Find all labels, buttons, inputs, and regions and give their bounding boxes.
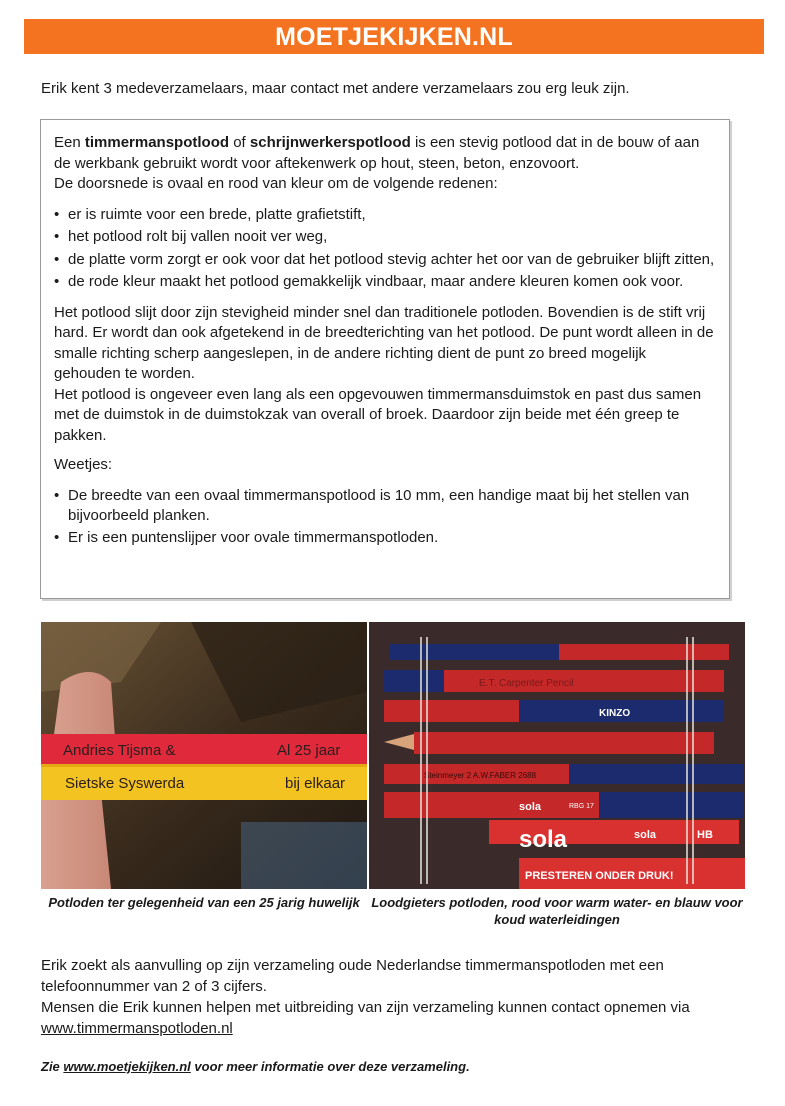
pencil-inscription: Sietske Syswerda	[65, 775, 185, 792]
term-timmermanspotlood: timmermanspotlood	[84, 134, 230, 151]
search-request-text: Erik zoekt als aanvulling op zijn verzameling oude Nederlandse timmermanspotloden met een telefoonnummer van 2 of 3 cijfers.	[41, 957, 664, 995]
pencil-inscription: HB	[697, 829, 713, 841]
pencil-inscription: PRESTEREN ONDER DRUK!	[525, 870, 674, 882]
timmermanspotloden-link[interactable]: www.timmermanspotloden.nl	[41, 1020, 233, 1037]
pencil-inscription: Steinmeyer 2 A.W.FABER 2688	[424, 771, 537, 780]
info-box	[40, 119, 730, 599]
pencil-inscription: bij elkaar	[285, 775, 346, 792]
pencil-inscription: Andries Tijsma &	[63, 742, 176, 759]
list-item: • het potlood rolt bij vallen nooit ver weg,	[54, 227, 715, 248]
pencil-inscription: KINZO	[599, 708, 631, 719]
plumber-pencils-caption: Loodgieters potloden, rood voor warm water- en blauw voor koud waterleidingen	[371, 895, 743, 927]
site-banner	[24, 19, 764, 54]
pencil-inscription: sola	[519, 801, 542, 813]
pencil-inscription: Al 25 jaar	[277, 742, 341, 759]
footer-note: Zie www.moetjekijken.nl voor meer informatie over deze verzameling.	[41, 1059, 470, 1074]
list-item: • De breedte van een ovaal timmermanspotlood is 10 mm, een handige maat bij het stellen van bijvoorbeeld planken.	[54, 486, 715, 527]
list-item: • de rode kleur maakt het potlood gemakkelijk vindbaar, maar andere kleuren komen ook voor.	[54, 272, 715, 293]
pencil-inscription: E.T. Carpenter Pencil	[479, 678, 574, 689]
contact-sentence: Mensen die Erik kunnen helpen met uitbreiding van zijn verzameling kunnen contact opnemen via	[41, 999, 690, 1016]
length-paragraph: Het potlood is ongeveer even lang als een opgevouwen timmermansduimstok en past dus samen met de duimstok in de duimstokzak van overall of broek. Daardoor zijn beide met één greep te pakken.	[54, 385, 702, 444]
wear-paragraph: Het potlood slijt door zijn stevigheid minder snel dan traditionele potloden. Bovendien is de stift vrij hard. Er wordt dan ook afgetekend in de breedterichting van het potlood. De punt wordt alleen in de smalle richting scherp aangeslepen, in de andere richting dient de punt zo breed mogelijk gehouden te worden.	[54, 303, 714, 382]
list-item: • er is ruimte voor een brede, platte grafietstift,	[54, 205, 715, 226]
wedding-pencils-image	[41, 622, 367, 889]
term-schrijnwerkerspotlood: schrijnwerkerspotlood	[249, 134, 411, 151]
weetjes-list	[54, 486, 715, 549]
reasons-list	[54, 205, 715, 293]
pencil-inscription: sola	[634, 829, 657, 841]
plumber-pencils-image	[369, 622, 745, 889]
definition-paragraph: Een timmermanspotlood of schrijnwerkerspotlood is een stevig potlood dat in de bouw of aan de werkbank gebruikt wordt voor aftekenwerk op hout, steen, beton, enzovoort. De doorsnede is ovaal en rood van kleur om de volgende redenen:	[54, 134, 700, 192]
plumber-pencils-photo	[369, 622, 745, 889]
site-title: MOETJEKIJKEN.NL	[275, 23, 513, 51]
list-item: • Er is een puntenslijper voor ovale timmermanspotloden.	[54, 528, 715, 549]
pencil-inscription: RBG 17	[569, 803, 594, 810]
list-item: • de platte vorm zorgt er ook voor dat het potlood stevig achter het oor van de gebruiker blijft zitten,	[54, 250, 715, 271]
moetjekijken-link[interactable]: www.moetjekijken.nl	[63, 1059, 191, 1074]
contact-text	[41, 997, 761, 1039]
weetjes-title: Weetjes:	[54, 456, 113, 473]
intro-text: Erik kent 3 medeverzamelaars, maar contact met andere verzamelaars zou erg leuk zijn.	[41, 80, 630, 97]
wedding-pencils-photo	[41, 622, 367, 889]
wedding-pencils-caption: Potloden ter gelegenheid van een 25 jarig huwelijk	[48, 895, 360, 910]
sola-logo-text: sola	[519, 826, 568, 853]
